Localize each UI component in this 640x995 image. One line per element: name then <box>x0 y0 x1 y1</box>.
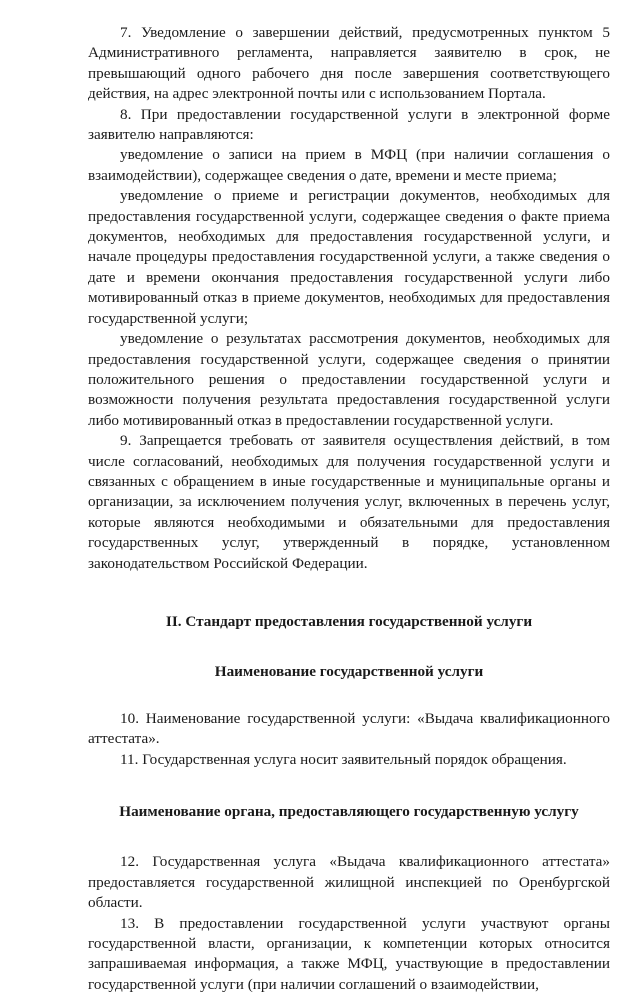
paragraph-10: 10. Наименование государственной услуги: «Выдача квалификационного аттестата». <box>88 709 610 748</box>
subsection-title-authority: Наименование органа, предоставляющего государственную услугу <box>119 803 579 820</box>
section-title: II. Стандарт предоставления государственной услуги <box>165 612 533 630</box>
paragraph-12: 12. Государственная услуга «Выдача квалификационного аттестата» предоставляется государственной жилищной инспекцией по Оренбургской области. <box>88 853 610 912</box>
paragraph-9: 9. Запрещается требовать от заявителя осуществления действий, в том числе согласований, необходимых для получения государственной услуги и связанных с обращением в иные государственные и муниципальные органы и организации, за исключением получения услуг, включенных в перечень услуг, которые являются необходимыми и обязательными для предоставления государственных услуг, утвержденный в порядке, установленном законодательством Российской Федерации. <box>88 432 610 572</box>
paragraph-8-item-2: уведомление о приеме и регистрации документов, необходимых для предоставления государственной услуги, содержащее сведения о факте приема документов, необходимых для предоставления государственной услуги, и начале процедуры предоставления государственной услуги, а также сведения о дате и времени окончания предоставления государственной услуги либо мотивированный отказ в приеме документов, необходимых для предоставления государственной услуги; <box>88 187 610 327</box>
paragraph-8-item-1: уведомление о записи на прием в МФЦ (при наличии соглашения о взаимодействии), содержащее сведения о дате, времени и месте приема; <box>88 146 610 184</box>
paragraph-7: 7. Уведомление о завершении действий, предусмотренных пунктом 5 Административного регламента, направляется заявителю в срок, не превышающий одного рабочего дня после завершения соответствующего действия, на адрес электронной почты или с использованием Портала. <box>88 24 610 103</box>
document-page <box>88 0 610 995</box>
paragraph-11: 11. Государственная услуга носит заявительный порядок обращения. <box>120 750 567 768</box>
paragraph-13: 13. В предоставлении государственной услуги участвуют органы государственной власти, организации, к компетенции которых относится запрашиваемая информация, а также МФЦ, участвующие в предоставлении государственной услуги (при наличии соглашений о взаимодействии, <box>88 914 610 993</box>
subsection-title-service-name: Наименование государственной услуги <box>214 663 484 681</box>
paragraph-8: 8. При предоставлении государственной услуги в электронной форме заявителю направляются: <box>88 105 610 144</box>
paragraph-8-item-3: уведомление о результатах рассмотрения документов, необходимых для предоставления государственной услуги, содержащее сведения о принятии положительного решения о предоставлении государственной услуги и возможности получения результата предоставления государственной услуги либо мотивированный отказ в предоставлении государственной услуги. <box>88 330 610 429</box>
